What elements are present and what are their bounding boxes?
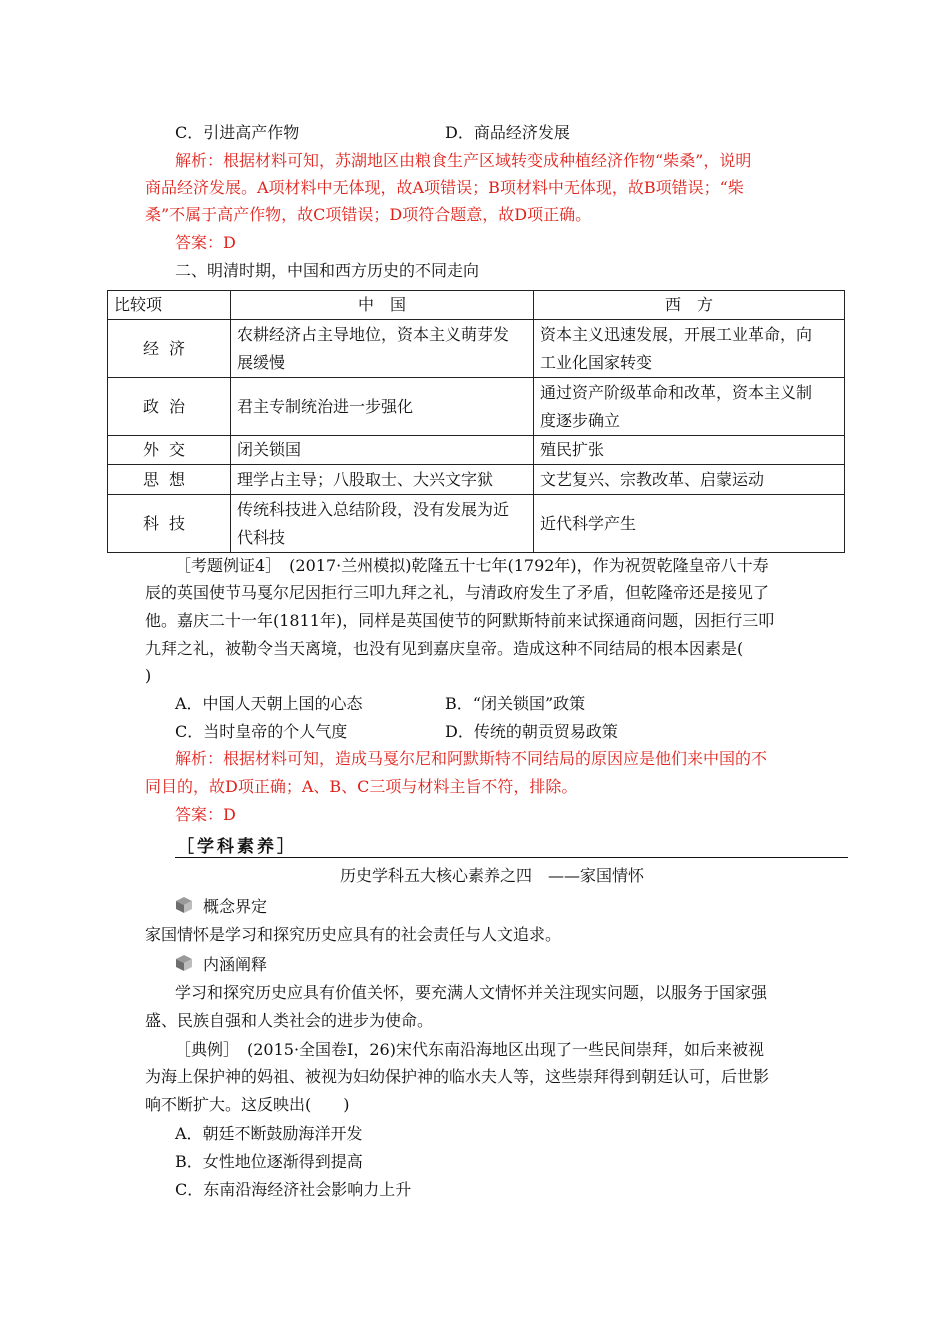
prev-answer: 答案：D bbox=[175, 233, 236, 252]
header-west: 西 方 bbox=[534, 291, 845, 320]
row-west bbox=[534, 436, 845, 465]
row-item: 外交 bbox=[108, 436, 231, 465]
example4-answer: 答案：D bbox=[175, 805, 236, 824]
table-row bbox=[108, 436, 845, 465]
option-c: C．引进高产作物 bbox=[175, 123, 300, 142]
row-china bbox=[231, 495, 534, 553]
example4-line-3: 他。嘉庆二十一年(1811年)，同样是英国使节的阿默斯特前来试探通商问题，因拒行三叩 bbox=[145, 611, 775, 630]
header-china: 中 国 bbox=[231, 291, 534, 320]
cell-line: 君主专制统治进一步强化 bbox=[237, 396, 414, 416]
cell-line: 代科技 bbox=[237, 527, 286, 547]
option-d: D．商品经济发展 bbox=[445, 123, 570, 142]
prev-analysis-line-3: 桑”不属于高产作物，故C项错误；D项符合题意，故D项正确。 bbox=[145, 205, 592, 224]
concept-text: 家国情怀是学习和探究历史应具有的社会责任与人文追求。 bbox=[145, 925, 562, 944]
row-item: 政治 bbox=[108, 378, 231, 436]
option-c: C．当时皇帝的个人气度 bbox=[175, 722, 348, 741]
row-china bbox=[231, 378, 534, 436]
cell-line: 资本主义迅速发展，开展工业革命，向 bbox=[540, 324, 813, 344]
row-china bbox=[231, 320, 534, 378]
row-west bbox=[534, 495, 845, 553]
cell-line: 展缓慢 bbox=[237, 352, 286, 372]
row-west bbox=[534, 465, 845, 495]
connotation-line-2: 盛、民族自强和人类社会的进步为使命。 bbox=[145, 1011, 434, 1030]
table-row bbox=[108, 465, 845, 495]
concept-heading: 概念界定 bbox=[203, 897, 268, 916]
option-a: A．中国人天朝上国的心态 bbox=[175, 694, 363, 713]
typical-line-2: 为海上保护神的妈祖、被视为妇幼保护神的临水夫人等，这些崇拜得到朝廷认可，后世影 bbox=[145, 1067, 770, 1086]
literacy-title: 历史学科五大核心素养之四 ——家国情怀 bbox=[340, 866, 645, 885]
row-west bbox=[534, 378, 845, 436]
cell-line: 文艺复兴、宗教改革、启蒙运动 bbox=[540, 469, 765, 489]
section-divider bbox=[175, 857, 848, 858]
cell-line: 农耕经济占主导地位，资本主义萌芽发 bbox=[237, 324, 510, 344]
typical-option-c: C．东南沿海经济社会影响力上升 bbox=[175, 1180, 412, 1199]
row-west bbox=[534, 320, 845, 378]
cell-line: 传统科技进入总结阶段，没有发展为近 bbox=[237, 499, 510, 519]
section-banner: ［学科素养］ bbox=[177, 837, 297, 857]
option-d: D．传统的朝贡贸易政策 bbox=[445, 722, 618, 741]
typical-option-a: A．朝廷不断鼓励海洋开发 bbox=[175, 1124, 363, 1143]
example4-line-5: ) bbox=[145, 666, 152, 685]
row-china bbox=[231, 465, 534, 495]
table-row bbox=[108, 495, 845, 553]
typical-line-1: ［典例］ (2015·全国卷Ⅰ，26)宋代东南沿海地区出现了一些民间崇拜，如后来被视 bbox=[175, 1040, 764, 1059]
prev-analysis-line-2: 商品经济发展。A项材料中无体现，故A项错误；B项材料中无体现，故B项错误；“柴 bbox=[145, 178, 744, 197]
prev-analysis-line-1: 解析：根据材料可知，苏湖地区由粮食生产区域转变成种植经济作物“柴桑”，说明 bbox=[175, 151, 752, 170]
cell-line: 度逐步确立 bbox=[540, 410, 621, 430]
row-china bbox=[231, 436, 534, 465]
comparison-table bbox=[107, 290, 845, 553]
example4-line-1: ［考题例证4］ (2017·兰州模拟)乾隆五十七年(1792年)，作为祝贺乾隆皇帝八十寿 bbox=[175, 556, 769, 575]
row-item: 思想 bbox=[108, 465, 231, 495]
header-item: 比较项 bbox=[108, 291, 231, 320]
cell-line: 工业化国家转变 bbox=[540, 352, 653, 372]
cell-line: 近代科学产生 bbox=[540, 513, 637, 533]
cell-line: 殖民扩张 bbox=[540, 440, 605, 459]
section-2-title: 二、明清时期，中国和西方历史的不同走向 bbox=[175, 261, 480, 280]
table-header-row bbox=[108, 291, 845, 320]
cube-icon bbox=[175, 954, 193, 972]
cube-icon bbox=[175, 896, 193, 914]
example4-line-2: 辰的英国使节马戛尔尼因拒行三叩九拜之礼，与清政府发生了矛盾，但乾隆帝还是接见了 bbox=[145, 583, 770, 602]
example4-analysis-line-2: 同目的，故D项正确；A、B、C三项与材料主旨不符，排除。 bbox=[145, 777, 578, 796]
typical-option-b: B．女性地位逐渐得到提高 bbox=[175, 1152, 363, 1171]
cell-line: 闭关锁国 bbox=[237, 440, 302, 459]
row-item: 科技 bbox=[108, 495, 231, 553]
table-row bbox=[108, 320, 845, 378]
example4-line-4: 九拜之礼，被勒令当天离境，也没有见到嘉庆皇帝。造成这种不同结局的根本因素是( bbox=[145, 639, 744, 658]
cell-line: 理学占主导；八股取士、大兴文字狱 bbox=[237, 469, 494, 489]
table-row bbox=[108, 378, 845, 436]
connotation-line-1: 学习和探究历史应具有价值关怀，要充满人文情怀并关注现实问题，以服务于国家强 bbox=[175, 983, 768, 1002]
cell-line: 通过资产阶级革命和改革，资本主义制 bbox=[540, 382, 813, 402]
option-b: B．“闭关锁国”政策 bbox=[445, 694, 586, 713]
typical-line-3: 响不断扩大。这反映出( ) bbox=[145, 1095, 350, 1114]
connotation-heading: 内涵阐释 bbox=[203, 955, 268, 974]
example4-analysis-line-1: 解析：根据材料可知，造成马戛尔尼和阿默斯特不同结局的原因应是他们来中国的不 bbox=[175, 749, 768, 768]
row-item: 经济 bbox=[108, 320, 231, 378]
